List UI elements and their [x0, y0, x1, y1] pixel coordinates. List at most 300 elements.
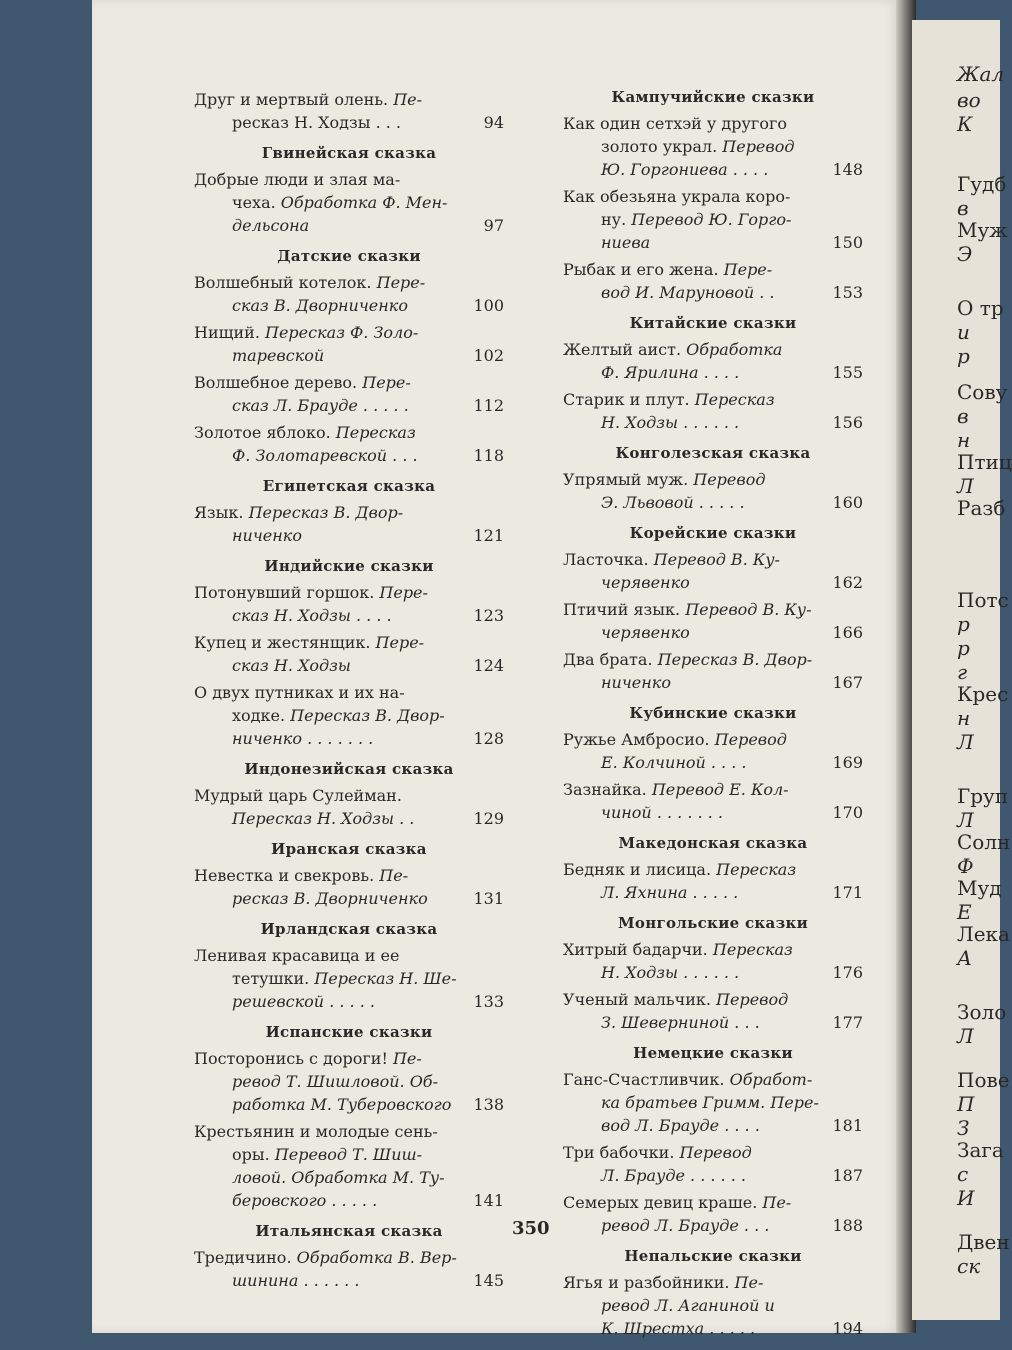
entry-text — [194, 1248, 457, 1267]
entry-line — [563, 598, 863, 621]
entry-credit: Обработка В. Вер- — [296, 1248, 457, 1267]
next-page-text-fragment: Л — [957, 1024, 974, 1048]
entry-page-number: 141 — [473, 1191, 504, 1210]
entry-line — [563, 135, 863, 158]
entry-credit: ресказ В. Дворниченко — [232, 889, 428, 908]
entry-title: Ганс-Счастливчик. — [563, 1070, 730, 1089]
entry-text — [194, 170, 400, 189]
entry-text — [232, 727, 373, 750]
next-page-text-fragment: р — [957, 636, 970, 660]
next-page-edge — [912, 20, 1012, 1320]
next-page-text-fragment: Л — [957, 474, 974, 498]
entry-line — [563, 728, 863, 751]
entry-text — [601, 137, 794, 156]
contents-entry — [194, 501, 504, 547]
contents-section — [563, 314, 863, 434]
contents-section — [194, 477, 504, 547]
contents-entry — [194, 944, 504, 1013]
entry-page-number: 94 — [483, 113, 504, 132]
entry-credit: дельсона — [232, 216, 310, 235]
entry-text — [563, 780, 789, 799]
entry-line — [563, 571, 863, 594]
entry-title: Посторонись с дороги! — [194, 1049, 393, 1068]
contents-section — [194, 247, 504, 467]
entry-line — [194, 887, 504, 910]
entry-page-number: 170 — [832, 803, 863, 822]
entry-credit: Обработка Ф. Мен- — [280, 193, 448, 212]
entry-line — [194, 344, 504, 367]
entry-credit: Пе- — [392, 1049, 422, 1068]
entry-line — [563, 388, 863, 411]
contents-section — [563, 88, 863, 304]
contents-entry — [563, 728, 863, 774]
entry-line — [563, 361, 863, 384]
entry-credit: Перевод Е. Кол- — [651, 780, 789, 799]
entry-text — [563, 650, 812, 669]
entry-text — [232, 887, 428, 910]
entry-credit: чиной . . . . . . . — [601, 803, 723, 822]
entry-title: Мудрый царь Сулейман. — [194, 786, 402, 805]
entry-page-number: 181 — [832, 1116, 863, 1135]
entry-credit: ревод Л. Аганиной и — [601, 1296, 775, 1315]
next-page-text-fragment: Э — [957, 242, 973, 266]
next-page-text-fragment: Л — [957, 808, 974, 832]
entry-title: Ружье Амбросио. — [563, 730, 715, 749]
entry-credit: ревод Т. Шишловой. Об- — [232, 1072, 438, 1091]
entry-line — [563, 1141, 863, 1164]
entry-credit: Пере- — [362, 373, 411, 392]
contents-entry — [563, 1068, 863, 1137]
entry-page-number: 145 — [473, 1271, 504, 1290]
contents-entry — [194, 421, 504, 467]
contents-section — [194, 920, 504, 1013]
entry-credit: Перевод — [693, 470, 766, 489]
entry-text — [232, 1168, 445, 1187]
entry-text — [601, 1164, 746, 1187]
entry-credit: Пересказ Н. Ше- — [314, 969, 457, 988]
next-page-text-fragment: Крес — [957, 682, 1009, 706]
entry-text — [563, 114, 787, 133]
entry-title: чеха. — [232, 193, 281, 212]
next-page-text-fragment: во — [957, 88, 981, 112]
entry-text — [194, 423, 416, 442]
entry-page-number: 131 — [473, 889, 504, 908]
contents-entry — [563, 388, 863, 434]
entry-credit: Пере- — [379, 583, 428, 602]
next-page-text-fragment: Гудб — [957, 172, 1007, 196]
entry-line — [194, 1120, 504, 1143]
section-heading: Иранская сказка — [271, 840, 427, 858]
entry-credit: ка братьев Гримм. Пере- — [601, 1093, 819, 1112]
entry-line — [194, 990, 504, 1013]
next-page-text-fragment: Муж — [957, 218, 1008, 242]
entry-line — [563, 671, 863, 694]
entry-credit: Э. Львовой . . . . . — [601, 493, 745, 512]
entry-credit: сказ Л. Брауде . . . . . — [232, 396, 409, 415]
contents-section — [194, 144, 504, 237]
entry-line — [563, 1068, 863, 1091]
next-page-text-fragment: в — [957, 404, 969, 428]
entry-line — [194, 168, 504, 191]
entry-title: Язык. — [194, 503, 249, 522]
entry-line — [194, 681, 504, 704]
entry-text — [563, 1193, 791, 1212]
entry-title: Тредичино. — [194, 1248, 297, 1267]
entry-text — [194, 90, 422, 109]
entry-credit: ловой. Обработка М. Ту- — [232, 1168, 445, 1187]
entry-text — [563, 550, 780, 569]
entry-title: Крестьянин и молодые сень- — [194, 1122, 438, 1141]
entry-line — [563, 208, 863, 231]
entry-line — [194, 944, 504, 967]
entry-text — [563, 1273, 763, 1292]
entry-credit: Пересказ — [712, 940, 793, 959]
entry-title: тетушки. — [232, 969, 315, 988]
next-page-text-fragment: Муд — [957, 876, 1002, 900]
entry-line — [563, 751, 863, 774]
entry-line — [194, 394, 504, 417]
entry-page-number: 112 — [473, 396, 504, 415]
contents-entry — [563, 598, 863, 644]
section-heading: Датские сказки — [277, 247, 421, 265]
entry-text — [601, 1214, 769, 1237]
entry-text — [601, 158, 768, 181]
contents-entry — [194, 271, 504, 317]
entry-title: ну. — [601, 210, 632, 229]
entry-text — [563, 1143, 752, 1162]
contents-entry — [563, 1191, 863, 1237]
entry-text — [232, 1145, 422, 1164]
entry-line — [563, 621, 863, 644]
entry-page-number: 100 — [473, 296, 504, 315]
entry-text — [232, 1269, 359, 1292]
entry-line — [194, 807, 504, 830]
contents-entry — [194, 1120, 504, 1212]
entry-line — [563, 411, 863, 434]
entry-text — [232, 524, 302, 547]
contents-entry — [194, 1246, 504, 1292]
entry-line — [563, 258, 863, 281]
contents-section — [563, 1044, 863, 1237]
section-heading: Индийские сказки — [264, 557, 434, 575]
entry-page-number: 188 — [832, 1216, 863, 1235]
entry-page-number: 118 — [473, 446, 504, 465]
contents-section — [563, 834, 863, 904]
next-page-text-fragment: р — [957, 612, 970, 636]
entry-page-number: 176 — [832, 963, 863, 982]
entry-credit: ниева — [601, 233, 651, 252]
entry-title: Упрямый муж. — [563, 470, 694, 489]
entry-title: Хитрый бадарчи. — [563, 940, 713, 959]
entry-page-number: 121 — [473, 526, 504, 545]
entry-title: Зазнайка. — [563, 780, 652, 799]
entry-line — [194, 704, 504, 727]
entry-text — [563, 470, 765, 489]
contents-entry — [194, 1047, 504, 1116]
entry-title: Три бабочки. — [563, 1143, 680, 1162]
next-page-text-fragment: Лека — [957, 922, 1010, 946]
entry-credit: Перевод — [722, 137, 795, 156]
contents-section — [194, 840, 504, 910]
section-heading: Монгольские сказки — [617, 914, 808, 932]
entry-line — [563, 1011, 863, 1034]
contents-entry — [194, 864, 504, 910]
next-page-text-fragment: Е — [957, 900, 972, 924]
entry-line — [194, 654, 504, 677]
entry-credit: Пересказ В. Двор- — [248, 503, 404, 522]
contents-section — [194, 1222, 504, 1292]
next-page-text-fragment: с — [957, 1162, 969, 1186]
contents-section — [194, 557, 504, 750]
entry-credit: Пере- — [376, 273, 426, 292]
entry-credit: черявенко — [601, 573, 690, 592]
entry-credit: К. Шрестха . . . . . — [601, 1319, 756, 1338]
entry-text — [194, 273, 425, 292]
entry-text — [194, 1122, 438, 1141]
next-page-text-fragment: Пове — [957, 1068, 1010, 1092]
section-heading: Корейские сказки — [629, 524, 797, 542]
entry-line — [563, 801, 863, 824]
entry-credit: Перевод Т. Шиш- — [274, 1145, 423, 1164]
next-page-text-fragment: К — [957, 112, 973, 136]
entry-line — [563, 778, 863, 801]
entry-text — [232, 111, 401, 134]
entry-line — [194, 524, 504, 547]
entry-text — [601, 961, 739, 984]
entry-credit: Пересказ Ф. Золо- — [265, 323, 419, 342]
entry-credit: Пе- — [379, 866, 409, 885]
entry-text — [601, 1317, 755, 1340]
entry-line — [194, 631, 504, 654]
entry-page-number: 128 — [473, 729, 504, 748]
entry-credit: таревской — [232, 346, 325, 365]
next-page-text-fragment: Разб — [957, 496, 1006, 520]
entry-text — [194, 946, 399, 965]
entry-text — [194, 323, 418, 342]
entry-credit: Пе- — [762, 1193, 792, 1212]
entry-title: Золотое яблоко. — [194, 423, 336, 442]
entry-line — [194, 1143, 504, 1166]
contents-entry — [194, 784, 504, 830]
entry-page-number: 169 — [832, 753, 863, 772]
entry-line — [194, 1093, 504, 1116]
entry-text — [194, 683, 405, 702]
entry-credit: Перевод В. Ку- — [653, 550, 780, 569]
entry-credit: Л. Яхнина . . . . . — [601, 883, 739, 902]
entry-credit: Перевод — [714, 730, 787, 749]
entry-line — [563, 1191, 863, 1214]
section-heading: Индонезийская сказка — [244, 760, 454, 778]
contents-column-left — [194, 88, 504, 1302]
contents-entry — [563, 338, 863, 384]
entry-text — [232, 444, 418, 467]
entry-credit: ниченко — [601, 673, 671, 692]
contents-section — [563, 704, 863, 824]
entry-text — [563, 730, 787, 749]
entry-line — [194, 421, 504, 444]
entry-title: Друг и мертвый олень. — [194, 90, 394, 109]
entry-text — [563, 860, 796, 879]
entry-text — [563, 600, 812, 619]
contents-entry — [194, 681, 504, 750]
next-page-text-fragment: р — [957, 344, 970, 368]
section-heading: Гвинейская сказка — [261, 144, 437, 162]
entry-title: Волшебный котелок. — [194, 273, 377, 292]
next-page-text-fragment: П — [957, 1092, 975, 1116]
entry-page-number: 124 — [473, 656, 504, 675]
entry-text — [601, 361, 739, 384]
entry-credit: Обработка — [686, 340, 783, 359]
next-page-text-fragment: н — [957, 706, 971, 730]
entry-line — [563, 1294, 863, 1317]
next-page-text-fragment: н — [957, 428, 971, 452]
entry-page-number: 160 — [832, 493, 863, 512]
section-heading: Македонская сказка — [618, 834, 808, 852]
section-heading: Кампучийские сказки — [611, 88, 815, 106]
entry-title: Ласточка. — [563, 550, 654, 569]
entry-line — [563, 1164, 863, 1187]
entry-line — [563, 988, 863, 1011]
entry-page-number: 171 — [832, 883, 863, 902]
entry-text — [563, 260, 772, 279]
entry-page-number: 97 — [483, 216, 504, 235]
entry-line — [563, 185, 863, 208]
section-heading: Египетская сказка — [262, 477, 436, 495]
contents-entry — [563, 648, 863, 694]
entry-text — [563, 940, 793, 959]
entry-credit: ревод Л. Брауде . . . — [601, 1216, 770, 1235]
entry-credit: Е. Колчиной . . . . — [601, 753, 747, 772]
entry-page-number: 187 — [832, 1166, 863, 1185]
contents-entry — [563, 1271, 863, 1340]
page-number: 350 — [512, 1218, 550, 1239]
next-page-text-fragment: Двен — [957, 1230, 1010, 1254]
entry-text — [194, 583, 428, 602]
entry-line — [194, 727, 504, 750]
entry-text — [601, 491, 745, 514]
entry-line — [194, 1070, 504, 1093]
entry-title: О двух путниках и их на- — [194, 683, 405, 702]
entry-line — [563, 938, 863, 961]
entry-title: Волшебное дерево. — [194, 373, 363, 392]
entry-text — [601, 621, 690, 644]
entry-line — [194, 1246, 504, 1269]
entry-title: Как один сетхэй у другого — [563, 114, 787, 133]
entry-line — [563, 881, 863, 904]
contents-entry — [194, 371, 504, 417]
entry-line — [194, 371, 504, 394]
section-heading: Непальские сказки — [624, 1247, 802, 1265]
entry-text — [232, 1072, 438, 1091]
entry-text — [601, 801, 723, 824]
entry-line — [563, 1114, 863, 1137]
entry-page-number: 156 — [832, 413, 863, 432]
entry-text — [601, 231, 650, 254]
entry-credit: сказ Н. Ходзы — [232, 656, 351, 675]
entry-credit: Пере- — [375, 633, 425, 652]
entry-title: Добрые люди и злая ма- — [194, 170, 401, 189]
entry-title: Старик и плут. — [563, 390, 695, 409]
entry-credit: Ю. Горгониева . . . . — [601, 160, 769, 179]
entry-line — [194, 111, 504, 134]
entry-page-number: 133 — [473, 992, 504, 1011]
entry-line — [563, 112, 863, 135]
entry-line — [194, 321, 504, 344]
entry-text — [194, 866, 408, 885]
next-page-text-fragment: Зага — [957, 1138, 1004, 1162]
section-heading: Китайские сказки — [629, 314, 797, 332]
entry-text — [601, 881, 738, 904]
entry-title: Потонувший горшок. — [194, 583, 380, 602]
contents-entry — [563, 988, 863, 1034]
entry-credit: Перевод — [716, 990, 789, 1009]
entry-page-number: 153 — [832, 283, 863, 302]
entry-text — [232, 807, 414, 830]
contents-entry — [563, 938, 863, 984]
section-heading: Ирландская сказка — [260, 920, 438, 938]
contents-entry — [563, 112, 863, 181]
entry-line — [194, 1269, 504, 1292]
next-page-text-fragment: Золо — [957, 1000, 1007, 1024]
entry-text — [194, 1049, 422, 1068]
entry-line — [563, 281, 863, 304]
contents-entry — [194, 631, 504, 677]
entry-text — [601, 281, 775, 304]
entry-text — [194, 633, 424, 652]
entry-credit: Перевод Ю. Горго- — [631, 210, 792, 229]
entry-line — [194, 784, 504, 807]
entry-text — [601, 1093, 819, 1112]
section-heading: Кубинские сказки — [629, 704, 797, 722]
entry-title: Птичий язык. — [563, 600, 686, 619]
entry-line — [194, 604, 504, 627]
entry-text — [232, 654, 351, 677]
contents-entry — [563, 858, 863, 904]
contents-entry — [194, 168, 504, 237]
next-page-text-fragment: г — [957, 660, 968, 684]
next-page-text-fragment: Птиц — [957, 450, 1012, 474]
entry-title: Как обезьяна украла коро- — [563, 187, 791, 206]
next-page-text-fragment: О тр — [957, 296, 1004, 320]
entry-credit: Ф. Золотаревской . . . — [232, 446, 418, 465]
entry-text — [601, 210, 791, 229]
contents-entry — [194, 581, 504, 627]
entry-credit: Ф. Ярилина . . . . — [601, 363, 740, 382]
contents-entry — [563, 548, 863, 594]
entry-page-number: 138 — [473, 1095, 504, 1114]
entry-text — [601, 1011, 760, 1034]
next-page-text-fragment: и — [957, 320, 970, 344]
entry-title: Семерых девиц краше. — [563, 1193, 763, 1212]
entry-line — [563, 491, 863, 514]
entry-line — [563, 1271, 863, 1294]
next-page-text-fragment: ск — [957, 1254, 981, 1278]
entry-text — [601, 671, 671, 694]
entry-line — [563, 1091, 863, 1114]
entry-line — [194, 864, 504, 887]
entry-credit: Пересказ — [716, 860, 797, 879]
entry-credit: черявенко — [601, 623, 690, 642]
entry-line — [194, 88, 504, 111]
contents-entry — [563, 185, 863, 254]
contents-section — [563, 524, 863, 694]
entry-line — [563, 961, 863, 984]
contents-section — [194, 88, 504, 134]
entry-credit: сказ Н. Ходзы . . . . — [232, 606, 392, 625]
next-page-text-fragment: А — [957, 946, 973, 970]
entry-credit: беровского . . . . . — [232, 1191, 378, 1210]
entry-title: Ягья и разбойники. — [563, 1273, 735, 1292]
